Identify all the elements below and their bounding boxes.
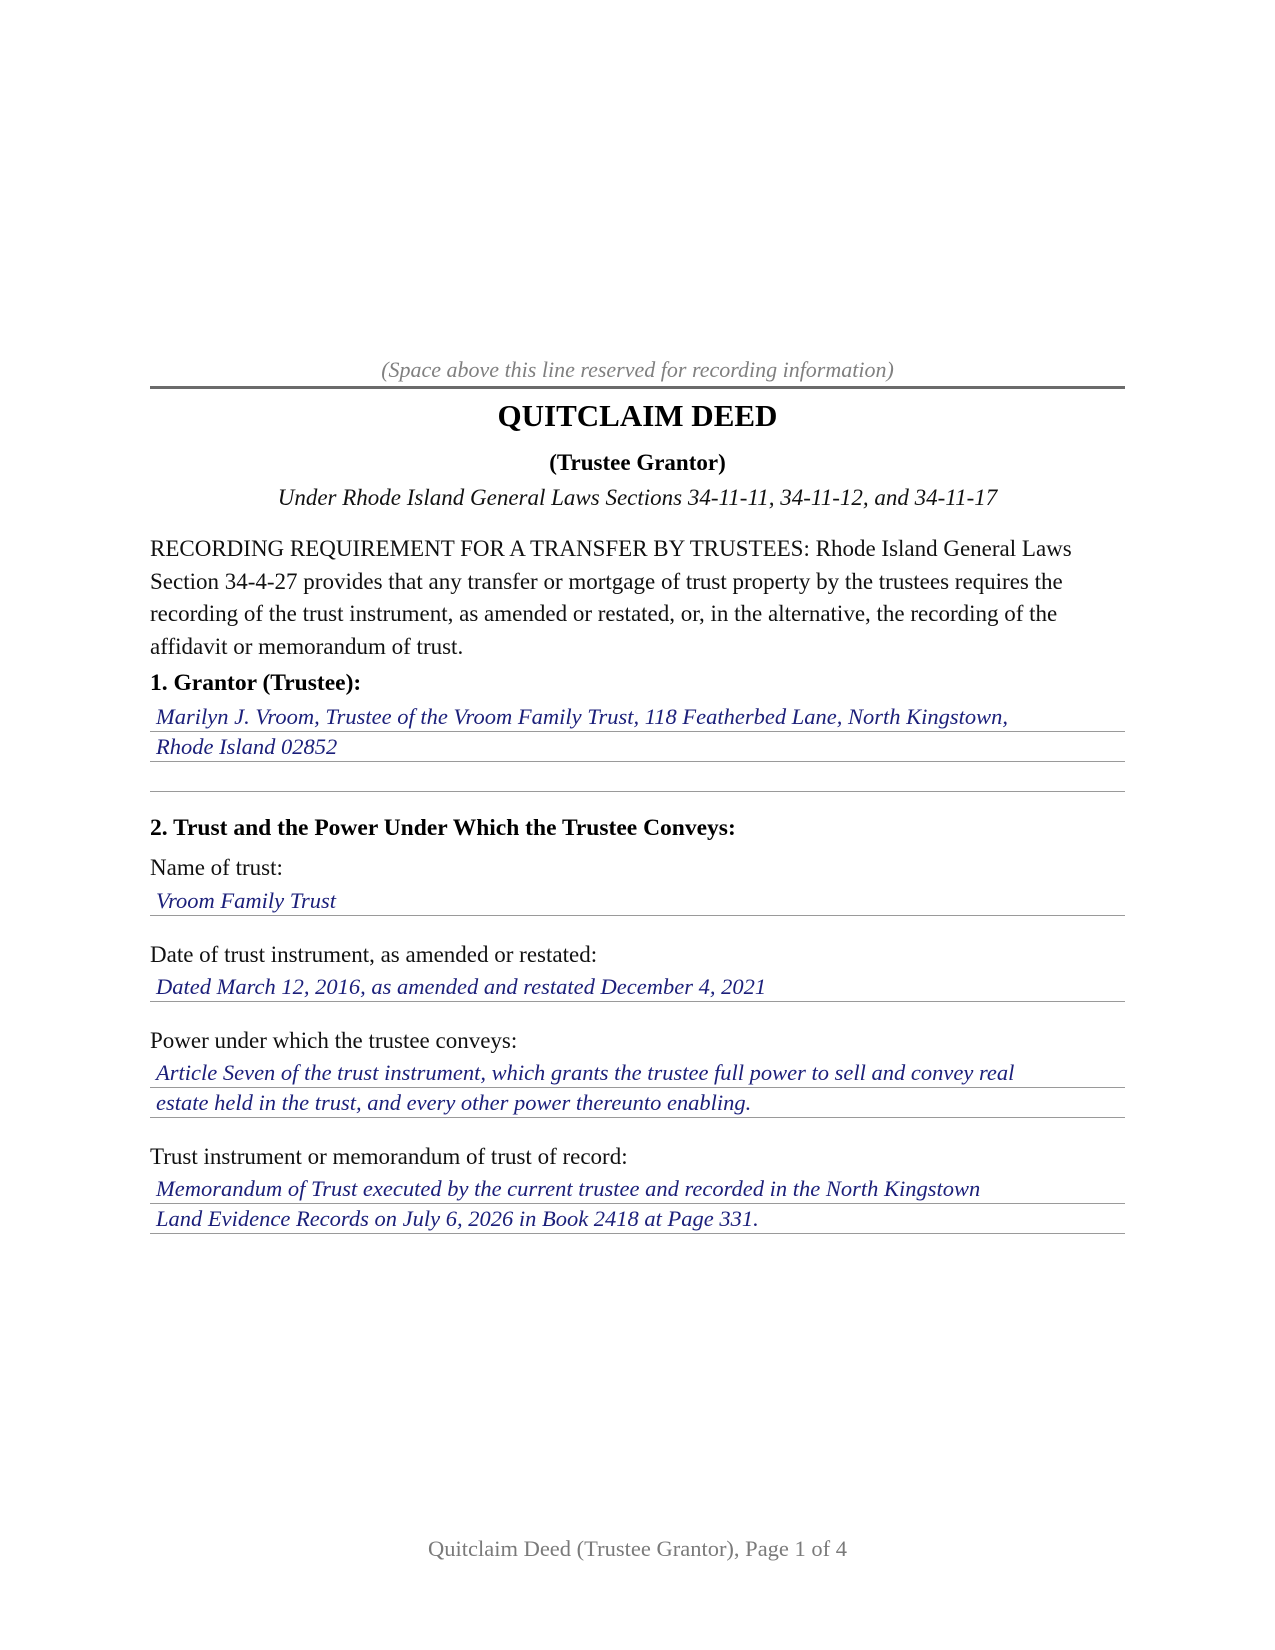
memorandum-field: [150, 1174, 1125, 1234]
power-line-2: estate held in the trust, and every other power thereunto enabling.: [150, 1088, 1125, 1118]
trust-name-label: Name of trust:: [150, 855, 283, 880]
trust-date-field: [150, 972, 1125, 1002]
power-field: [150, 1058, 1125, 1118]
section-1-heading: 1. Grantor (Trustee):: [150, 670, 362, 696]
grantor-line-2: Rhode Island 02852: [150, 732, 1125, 762]
document-title: QUITCLAIM DEED: [497, 398, 778, 433]
memorandum-line-1: Memorandum of Trust executed by the current trustee and recorded in the North Kingstown: [150, 1174, 1125, 1204]
trust-name-line-1: Vroom Family Trust: [150, 886, 1125, 916]
trust-name-field: [150, 886, 1125, 916]
grantor-line-1: Marilyn J. Vroom, Trustee of the Vroom Family Trust, 118 Featherbed Lane, North Kingstown,: [150, 702, 1125, 732]
statute-reference: Under Rhode Island General Laws Sections 34-11-11, 34-11-12, and 34-11-17: [277, 485, 998, 510]
document-subtitle: (Trustee Grantor): [549, 450, 726, 475]
memorandum-line-2: Land Evidence Records on July 6, 2026 in Book 2418 at Page 331.: [150, 1204, 1125, 1234]
trust-date-label: Date of trust instrument, as amended or restated:: [150, 942, 598, 967]
trust-date-line-1: Dated March 12, 2016, as amended and restated December 4, 2021: [150, 972, 1125, 1002]
power-line-1: Article Seven of the trust instrument, which grants the trustee full power to sell and convey real: [150, 1058, 1125, 1088]
section-2-heading: 2. Trust and the Power Under Which the Trustee Conveys:: [150, 815, 736, 841]
memorandum-label: Trust instrument or memorandum of trust of record:: [150, 1144, 628, 1169]
recording-requirement-notice: RECORDING REQUIREMENT FOR A TRANSFER BY TRUSTEES: Rhode Island General Laws Section 34-4-27 provides that any transfer or mortgage of trust property by the trustees requires the recording of the trust instrument, as amended or restated, or, in the alternative, the recording of the affidavit or memorandum of trust.: [150, 536, 1072, 659]
recording-space-note: (Space above this line reserved for recording information): [381, 357, 894, 382]
recording-divider: [150, 386, 1125, 389]
grantor-field: [150, 702, 1125, 792]
page-footer: Quitclaim Deed (Trustee Grantor), Page 1 of 4: [427, 1536, 848, 1561]
grantor-line-3: [150, 762, 1125, 792]
power-label: Power under which the trustee conveys:: [150, 1028, 518, 1053]
